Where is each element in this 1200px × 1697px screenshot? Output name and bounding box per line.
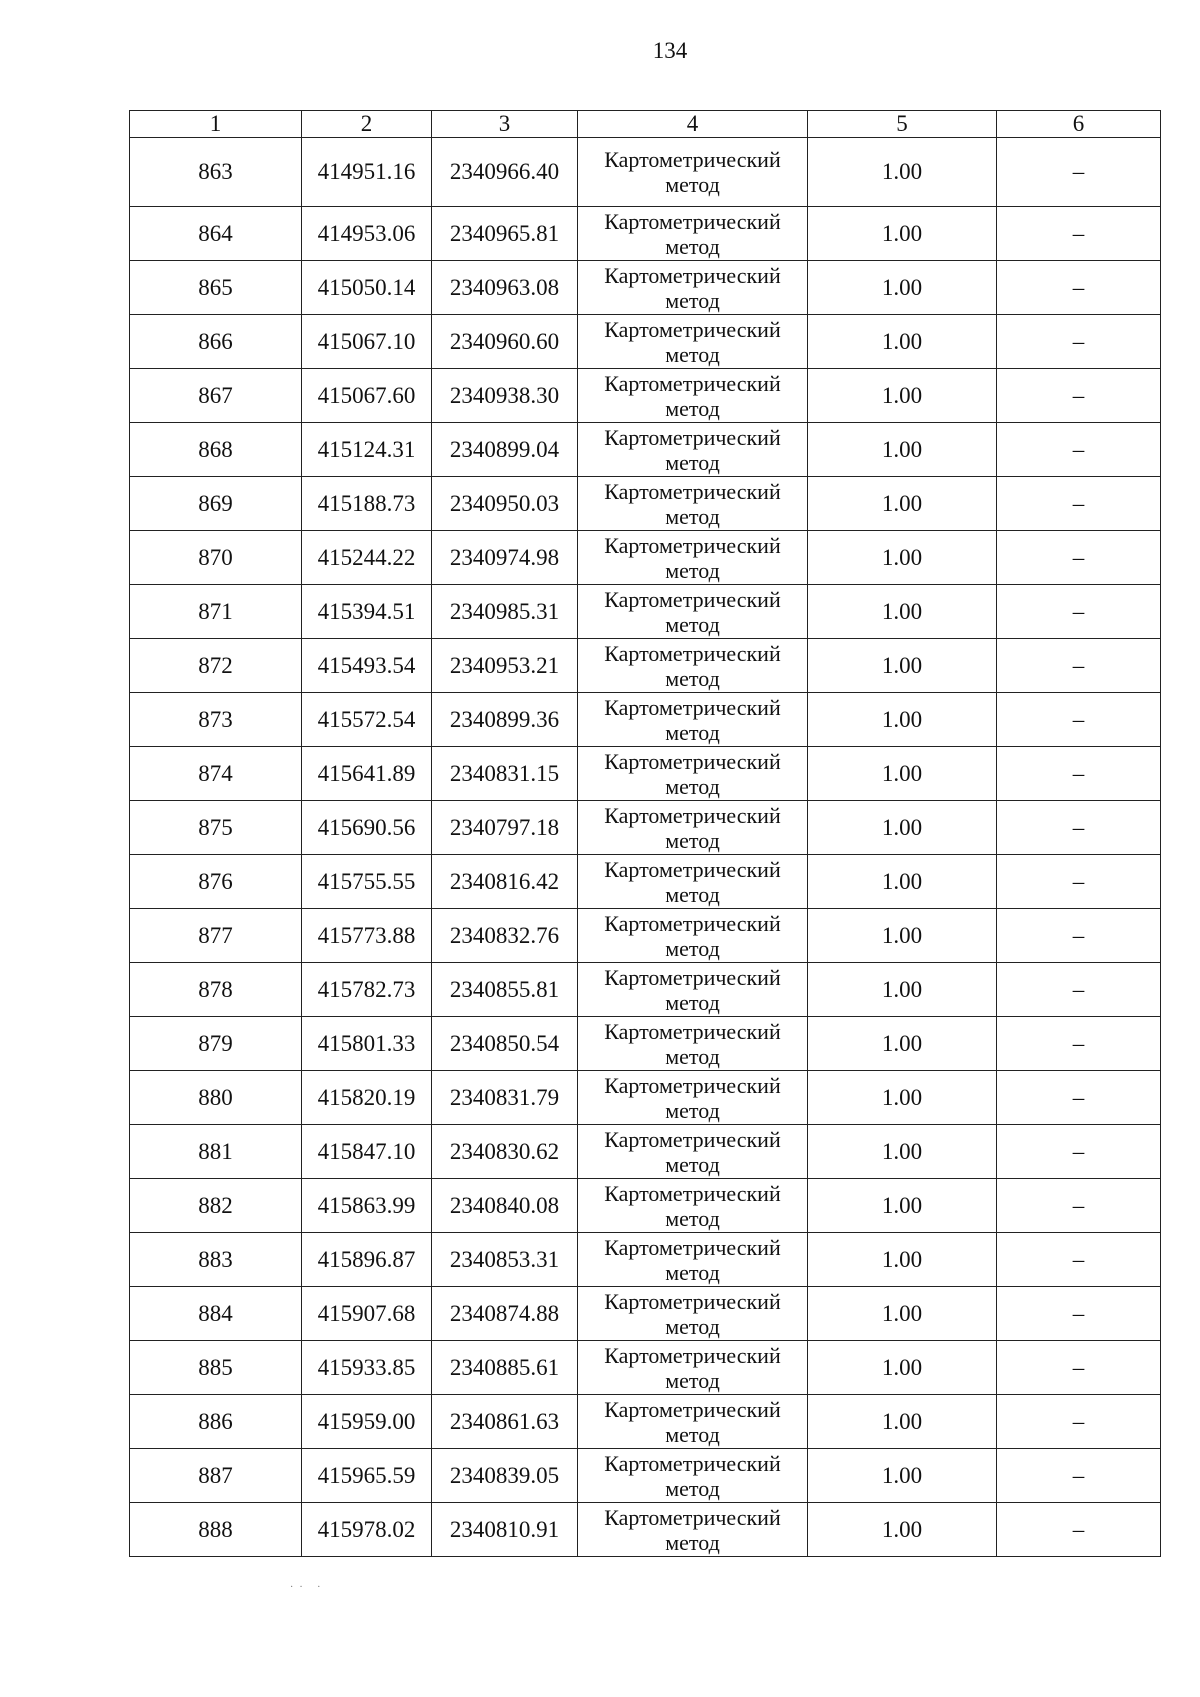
method-text-line2: метод <box>665 341 720 367</box>
accuracy-cell: 1.00 <box>808 693 997 747</box>
column-header: 5 <box>808 111 997 138</box>
scan-specks: ·· · <box>290 1582 327 1593</box>
x-coordinate-cell: 415801.33 <box>302 1017 432 1071</box>
accuracy-cell: 1.00 <box>808 963 997 1017</box>
method-text-line1: Картометрический <box>604 424 781 450</box>
accuracy-cell: 1.00 <box>808 1287 997 1341</box>
x-coordinate-cell: 415782.73 <box>302 963 432 1017</box>
method-text-line2: метод <box>665 1043 720 1069</box>
method-text-line1: Картометрический <box>604 1126 781 1152</box>
method-text-line2: метод <box>665 1313 720 1339</box>
column-header: 2 <box>302 111 432 138</box>
method-text-line2: метод <box>665 1205 720 1231</box>
x-coordinate-cell: 414953.06 <box>302 207 432 261</box>
table-row <box>130 1125 1161 1179</box>
point-number-cell: 877 <box>130 909 302 963</box>
note-cell: – <box>997 1395 1161 1449</box>
method-cell <box>578 585 808 639</box>
note-cell: – <box>997 801 1161 855</box>
method-text-line2: метод <box>665 1259 720 1285</box>
table-row <box>130 423 1161 477</box>
point-number-cell: 875 <box>130 801 302 855</box>
table-row <box>130 1395 1161 1449</box>
method-cell <box>578 1125 808 1179</box>
method-cell <box>578 1449 808 1503</box>
method-text-line2: метод <box>665 503 720 529</box>
y-coordinate-cell: 2340938.30 <box>432 369 578 423</box>
point-number-cell: 888 <box>130 1503 302 1557</box>
header-row <box>130 111 1161 138</box>
y-coordinate-cell: 2340963.08 <box>432 261 578 315</box>
table-row <box>130 801 1161 855</box>
point-number-cell: 885 <box>130 1341 302 1395</box>
accuracy-cell: 1.00 <box>808 1233 997 1287</box>
column-header: 4 <box>578 111 808 138</box>
accuracy-cell: 1.00 <box>808 1179 997 1233</box>
accuracy-cell: 1.00 <box>808 747 997 801</box>
method-text-line2: метод <box>665 1097 720 1123</box>
y-coordinate-cell: 2340831.79 <box>432 1071 578 1125</box>
accuracy-cell: 1.00 <box>808 855 997 909</box>
method-text-line2: метод <box>665 611 720 637</box>
method-text-line1: Картометрический <box>604 370 781 396</box>
note-cell: – <box>997 477 1161 531</box>
method-text-line2: метод <box>665 1367 720 1393</box>
point-number-cell: 887 <box>130 1449 302 1503</box>
accuracy-cell: 1.00 <box>808 477 997 531</box>
point-number-cell: 872 <box>130 639 302 693</box>
y-coordinate-cell: 2340985.31 <box>432 585 578 639</box>
x-coordinate-cell: 415067.10 <box>302 315 432 369</box>
method-text-line2: метод <box>665 1529 720 1555</box>
accuracy-cell: 1.00 <box>808 138 997 207</box>
y-coordinate-cell: 2340965.81 <box>432 207 578 261</box>
x-coordinate-cell: 415965.59 <box>302 1449 432 1503</box>
method-text-line1: Картометрический <box>604 1504 781 1530</box>
accuracy-cell: 1.00 <box>808 1017 997 1071</box>
method-text-line2: метод <box>665 449 720 475</box>
point-number-cell: 874 <box>130 747 302 801</box>
table-header <box>130 111 1161 138</box>
note-cell: – <box>997 1503 1161 1557</box>
table-row <box>130 531 1161 585</box>
note-cell: – <box>997 1233 1161 1287</box>
point-number-cell: 866 <box>130 315 302 369</box>
method-text-line1: Картометрический <box>604 640 781 666</box>
note-cell: – <box>997 1179 1161 1233</box>
accuracy-cell: 1.00 <box>808 531 997 585</box>
point-number-cell: 870 <box>130 531 302 585</box>
point-number-cell: 869 <box>130 477 302 531</box>
method-text-line1: Картометрический <box>604 1450 781 1476</box>
table-row <box>130 585 1161 639</box>
x-coordinate-cell: 415755.55 <box>302 855 432 909</box>
accuracy-cell: 1.00 <box>808 801 997 855</box>
x-coordinate-cell: 415690.56 <box>302 801 432 855</box>
y-coordinate-cell: 2340899.36 <box>432 693 578 747</box>
method-cell <box>578 639 808 693</box>
x-coordinate-cell: 415067.60 <box>302 369 432 423</box>
x-coordinate-cell: 415572.54 <box>302 693 432 747</box>
method-cell <box>578 261 808 315</box>
y-coordinate-cell: 2340899.04 <box>432 423 578 477</box>
method-text-line1: Картометрический <box>604 532 781 558</box>
method-text-line1: Картометрический <box>604 802 781 828</box>
note-cell: – <box>997 585 1161 639</box>
y-coordinate-cell: 2340960.60 <box>432 315 578 369</box>
x-coordinate-cell: 415244.22 <box>302 531 432 585</box>
x-coordinate-cell: 415124.31 <box>302 423 432 477</box>
note-cell: – <box>997 1287 1161 1341</box>
table-row <box>130 693 1161 747</box>
page-number: 134 <box>652 38 688 63</box>
method-cell <box>578 801 808 855</box>
method-text-line1: Картометрический <box>604 316 781 342</box>
method-cell <box>578 1017 808 1071</box>
table-row <box>130 1017 1161 1071</box>
x-coordinate-cell: 415493.54 <box>302 639 432 693</box>
note-cell: – <box>997 747 1161 801</box>
method-text-line1: Картометрический <box>604 586 781 612</box>
method-cell <box>578 909 808 963</box>
method-text-line1: Картометрический <box>604 748 781 774</box>
point-number-cell: 871 <box>130 585 302 639</box>
point-number-cell: 864 <box>130 207 302 261</box>
table-row <box>130 1179 1161 1233</box>
method-text-line2: метод <box>665 287 720 313</box>
method-text-line2: метод <box>665 773 720 799</box>
table-row <box>130 963 1161 1017</box>
method-cell <box>578 1287 808 1341</box>
accuracy-cell: 1.00 <box>808 261 997 315</box>
accuracy-cell: 1.00 <box>808 1071 997 1125</box>
note-cell: – <box>997 639 1161 693</box>
method-text-line2: метод <box>665 395 720 421</box>
y-coordinate-cell: 2340874.88 <box>432 1287 578 1341</box>
table-row <box>130 315 1161 369</box>
x-coordinate-cell: 415641.89 <box>302 747 432 801</box>
method-text-line1: Картометрический <box>604 1180 781 1206</box>
table-row <box>130 909 1161 963</box>
note-cell: – <box>997 1341 1161 1395</box>
method-text-line2: метод <box>665 1475 720 1501</box>
method-cell <box>578 747 808 801</box>
method-cell <box>578 1233 808 1287</box>
method-cell <box>578 1341 808 1395</box>
method-text-line1: Картометрический <box>604 694 781 720</box>
x-coordinate-cell: 415978.02 <box>302 1503 432 1557</box>
x-coordinate-cell: 415959.00 <box>302 1395 432 1449</box>
method-text-line1: Картометрический <box>604 1396 781 1422</box>
note-cell: – <box>997 423 1161 477</box>
x-coordinate-cell: 415907.68 <box>302 1287 432 1341</box>
note-cell: – <box>997 261 1161 315</box>
method-text-line1: Картометрический <box>604 147 781 172</box>
accuracy-cell: 1.00 <box>808 207 997 261</box>
x-coordinate-cell: 415188.73 <box>302 477 432 531</box>
method-text-line1: Картометрический <box>604 1018 781 1044</box>
y-coordinate-cell: 2340853.31 <box>432 1233 578 1287</box>
x-coordinate-cell: 415773.88 <box>302 909 432 963</box>
point-number-cell: 865 <box>130 261 302 315</box>
y-coordinate-cell: 2340855.81 <box>432 963 578 1017</box>
note-cell: – <box>997 138 1161 207</box>
method-text-line1: Картометрический <box>604 1288 781 1314</box>
table-row <box>130 639 1161 693</box>
table-row <box>130 1287 1161 1341</box>
method-text-line2: метод <box>665 172 720 197</box>
y-coordinate-cell: 2340950.03 <box>432 477 578 531</box>
x-coordinate-cell: 415896.87 <box>302 1233 432 1287</box>
method-cell <box>578 315 808 369</box>
column-header: 6 <box>997 111 1161 138</box>
y-coordinate-cell: 2340810.91 <box>432 1503 578 1557</box>
y-coordinate-cell: 2340885.61 <box>432 1341 578 1395</box>
note-cell: – <box>997 1449 1161 1503</box>
x-coordinate-cell: 414951.16 <box>302 138 432 207</box>
point-number-cell: 878 <box>130 963 302 1017</box>
note-cell: – <box>997 1017 1161 1071</box>
method-cell <box>578 855 808 909</box>
table-row <box>130 1503 1161 1557</box>
table-row <box>130 1071 1161 1125</box>
y-coordinate-cell: 2340839.05 <box>432 1449 578 1503</box>
point-number-cell: 886 <box>130 1395 302 1449</box>
point-number-cell: 867 <box>130 369 302 423</box>
method-text-line1: Картометрический <box>604 208 781 234</box>
method-text-line1: Картометрический <box>604 964 781 990</box>
point-number-cell: 884 <box>130 1287 302 1341</box>
coordinates-table <box>129 110 1161 1557</box>
method-text-line1: Картометрический <box>604 478 781 504</box>
accuracy-cell: 1.00 <box>808 639 997 693</box>
table-row <box>130 747 1161 801</box>
method-cell <box>578 207 808 261</box>
method-cell <box>578 1503 808 1557</box>
note-cell: – <box>997 1125 1161 1179</box>
x-coordinate-cell: 415050.14 <box>302 261 432 315</box>
x-coordinate-cell: 415933.85 <box>302 1341 432 1395</box>
method-text-line1: Картометрический <box>604 1342 781 1368</box>
note-cell: – <box>997 315 1161 369</box>
method-cell <box>578 693 808 747</box>
x-coordinate-cell: 415394.51 <box>302 585 432 639</box>
method-text-line1: Картометрический <box>604 1072 781 1098</box>
method-cell <box>578 963 808 1017</box>
y-coordinate-cell: 2340861.63 <box>432 1395 578 1449</box>
note-cell: – <box>997 531 1161 585</box>
point-number-cell: 873 <box>130 693 302 747</box>
method-text-line2: метод <box>665 827 720 853</box>
method-cell <box>578 1071 808 1125</box>
point-number-cell: 876 <box>130 855 302 909</box>
y-coordinate-cell: 2340816.42 <box>432 855 578 909</box>
note-cell: – <box>997 963 1161 1017</box>
y-coordinate-cell: 2340974.98 <box>432 531 578 585</box>
y-coordinate-cell: 2340953.21 <box>432 639 578 693</box>
table-row <box>130 1449 1161 1503</box>
table-row <box>130 138 1161 207</box>
method-text-line2: метод <box>665 989 720 1015</box>
note-cell: – <box>997 909 1161 963</box>
y-coordinate-cell: 2340966.40 <box>432 138 578 207</box>
point-number-cell: 882 <box>130 1179 302 1233</box>
table-row <box>130 207 1161 261</box>
table-body <box>130 138 1161 1557</box>
point-number-cell: 868 <box>130 423 302 477</box>
point-number-cell: 879 <box>130 1017 302 1071</box>
x-coordinate-cell: 415847.10 <box>302 1125 432 1179</box>
accuracy-cell: 1.00 <box>808 1395 997 1449</box>
y-coordinate-cell: 2340850.54 <box>432 1017 578 1071</box>
column-header: 3 <box>432 111 578 138</box>
accuracy-cell: 1.00 <box>808 585 997 639</box>
method-text-line1: Картометрический <box>604 856 781 882</box>
method-text-line1: Картометрический <box>604 910 781 936</box>
point-number-cell: 881 <box>130 1125 302 1179</box>
point-number-cell: 863 <box>130 138 302 207</box>
method-cell <box>578 477 808 531</box>
accuracy-cell: 1.00 <box>808 909 997 963</box>
point-number-cell: 883 <box>130 1233 302 1287</box>
method-cell <box>578 369 808 423</box>
method-cell <box>578 138 808 207</box>
method-text-line2: метод <box>665 881 720 907</box>
accuracy-cell: 1.00 <box>808 1449 997 1503</box>
table-row <box>130 477 1161 531</box>
method-text-line2: метод <box>665 1151 720 1177</box>
method-text-line2: метод <box>665 719 720 745</box>
note-cell: – <box>997 693 1161 747</box>
table-row <box>130 855 1161 909</box>
accuracy-cell: 1.00 <box>808 369 997 423</box>
method-text-line2: метод <box>665 233 720 259</box>
note-cell: – <box>997 207 1161 261</box>
method-cell <box>578 423 808 477</box>
method-text-line1: Картометрический <box>604 1234 781 1260</box>
method-text-line1: Картометрический <box>604 262 781 288</box>
note-cell: – <box>997 1071 1161 1125</box>
accuracy-cell: 1.00 <box>808 423 997 477</box>
accuracy-cell: 1.00 <box>808 1125 997 1179</box>
accuracy-cell: 1.00 <box>808 1341 997 1395</box>
method-cell <box>578 531 808 585</box>
column-header: 1 <box>130 111 302 138</box>
method-text-line2: метод <box>665 665 720 691</box>
method-text-line2: метод <box>665 1421 720 1447</box>
point-number-cell: 880 <box>130 1071 302 1125</box>
x-coordinate-cell: 415820.19 <box>302 1071 432 1125</box>
method-text-line2: метод <box>665 935 720 961</box>
y-coordinate-cell: 2340830.62 <box>432 1125 578 1179</box>
x-coordinate-cell: 415863.99 <box>302 1179 432 1233</box>
accuracy-cell: 1.00 <box>808 315 997 369</box>
y-coordinate-cell: 2340832.76 <box>432 909 578 963</box>
table-row <box>130 1233 1161 1287</box>
y-coordinate-cell: 2340831.15 <box>432 747 578 801</box>
method-cell <box>578 1395 808 1449</box>
table-row <box>130 369 1161 423</box>
note-cell: – <box>997 855 1161 909</box>
accuracy-cell: 1.00 <box>808 1503 997 1557</box>
method-cell <box>578 1179 808 1233</box>
method-text-line2: метод <box>665 557 720 583</box>
y-coordinate-cell: 2340840.08 <box>432 1179 578 1233</box>
y-coordinate-cell: 2340797.18 <box>432 801 578 855</box>
table-row <box>130 1341 1161 1395</box>
table-row <box>130 261 1161 315</box>
note-cell: – <box>997 369 1161 423</box>
